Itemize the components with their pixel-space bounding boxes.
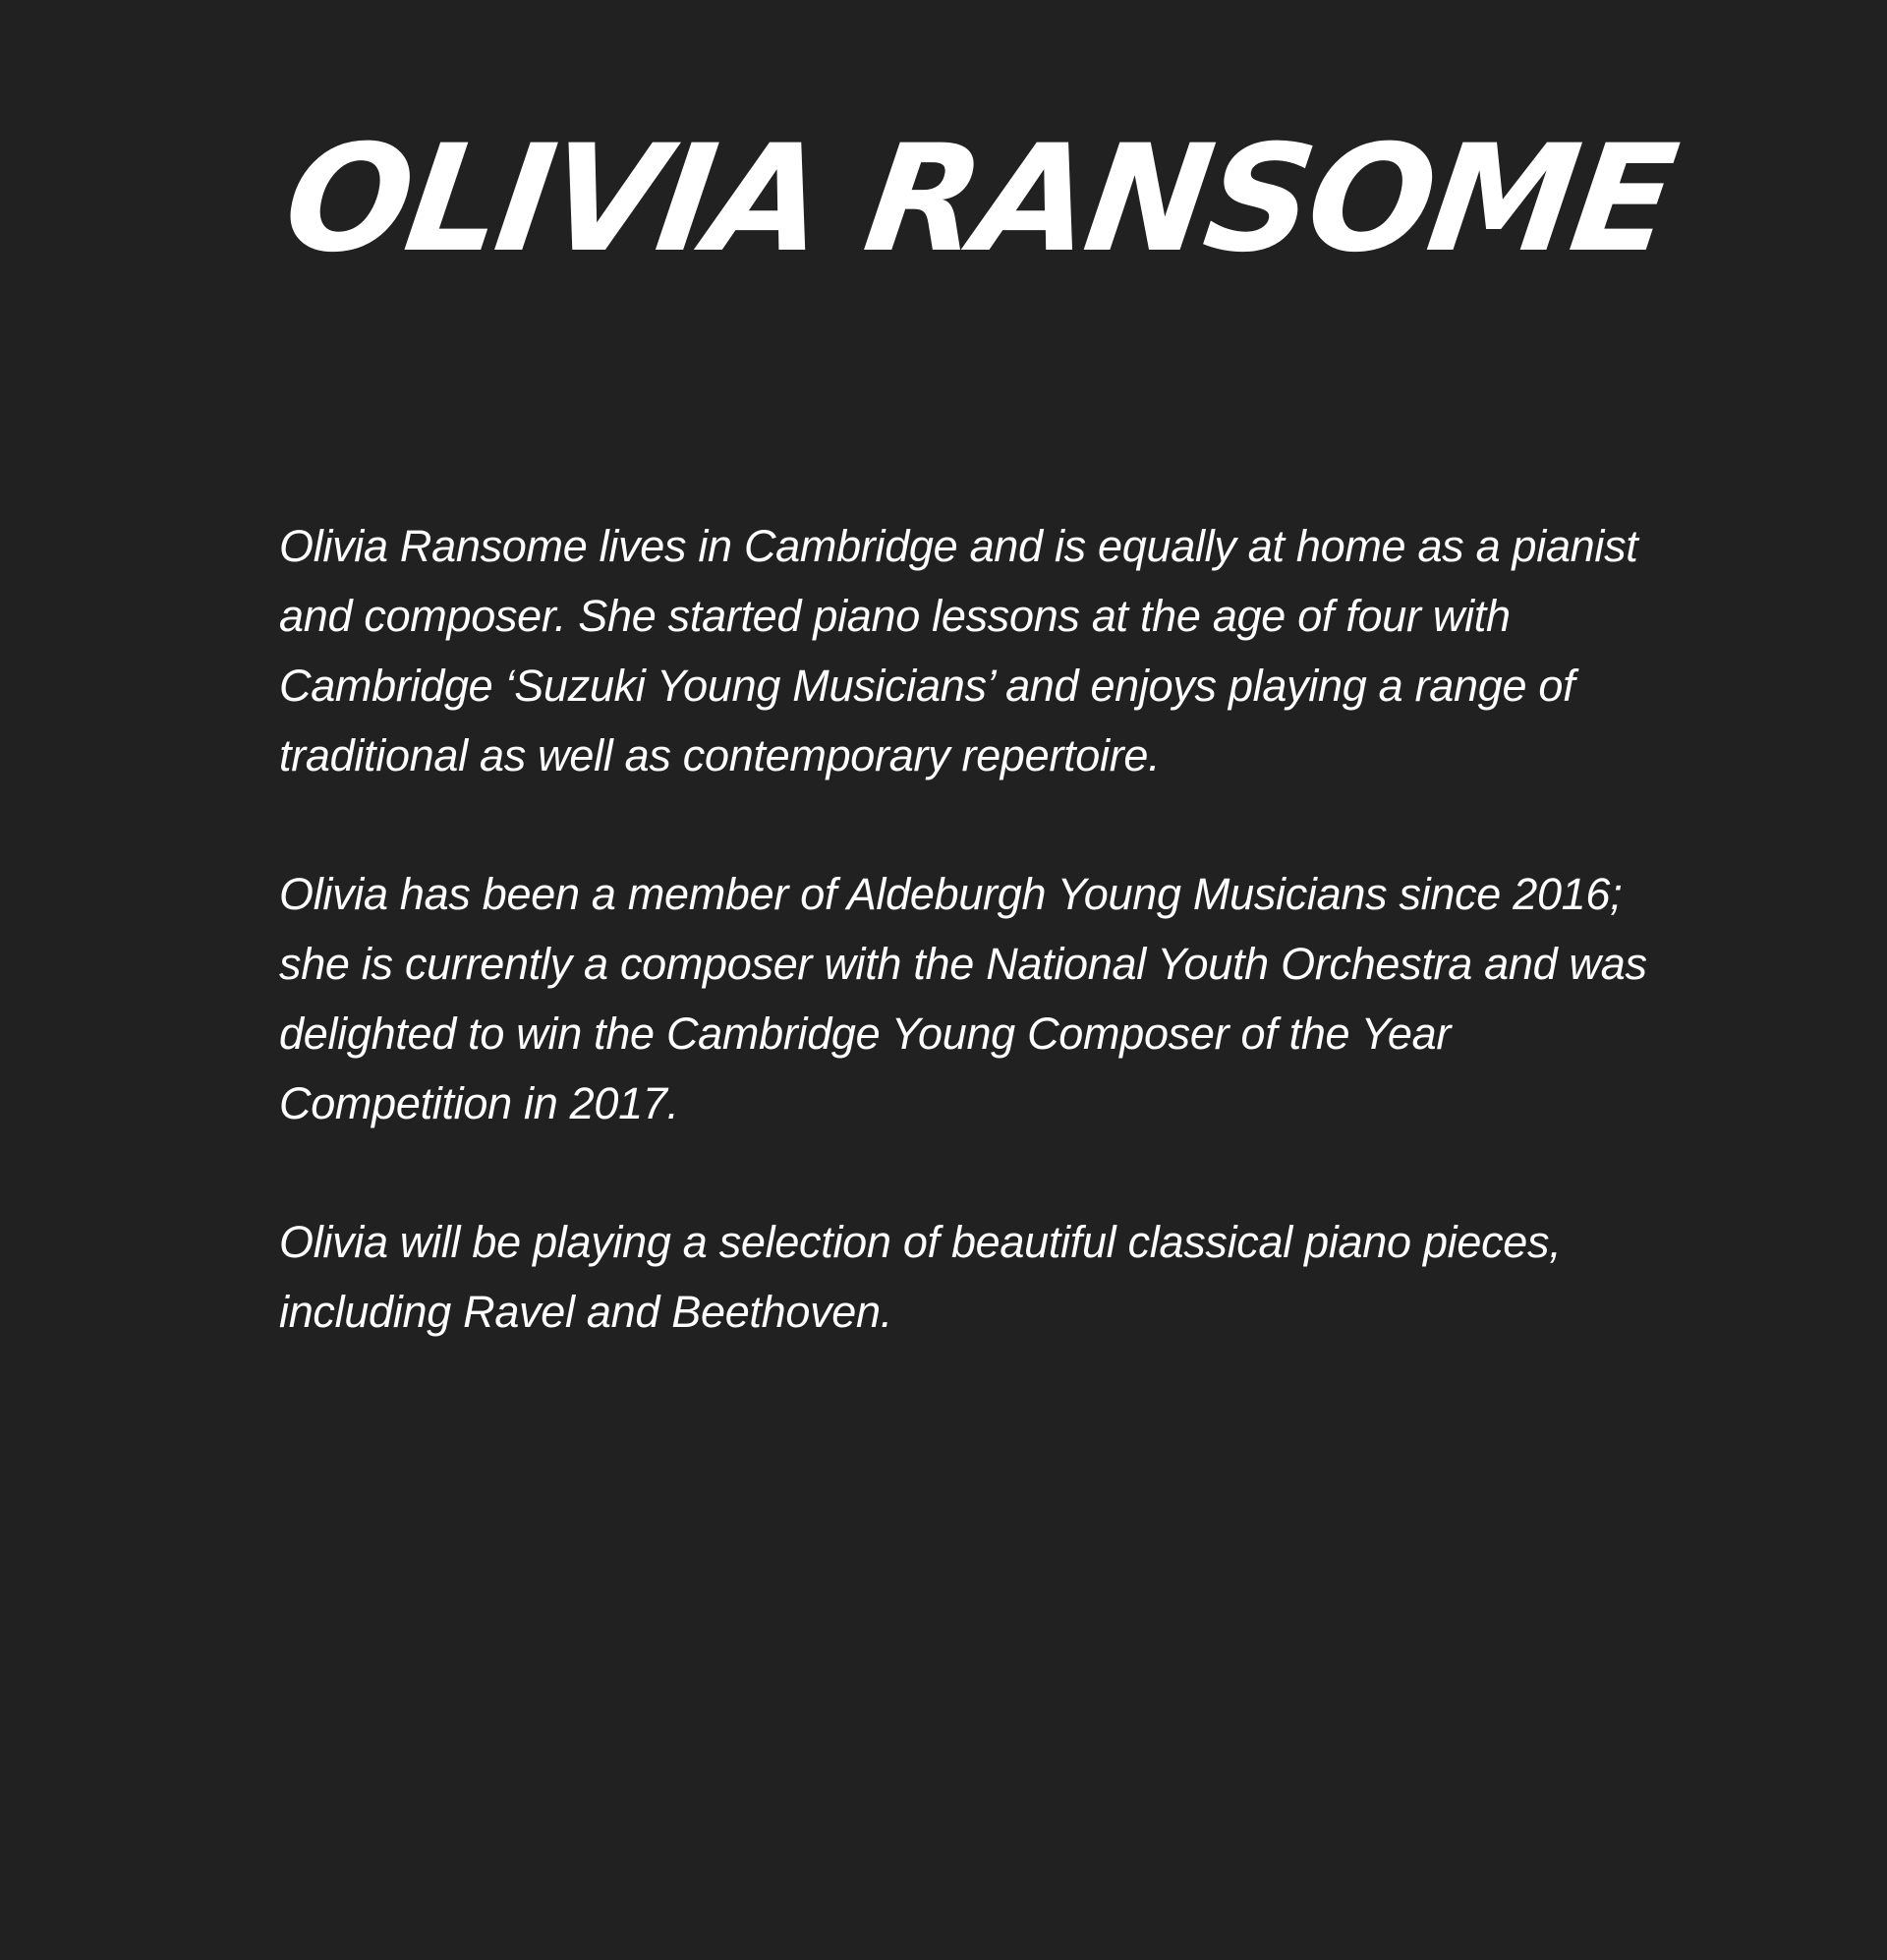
bio-paragraph: Olivia will be playing a selection of beautiful classical piano pieces, including Ravel and Beethoven.	[279, 1217, 1562, 1337]
bio-paragraph: Olivia Ransome lives in Cambridge and is equally at home as a pianist and composer. She started piano lessons at the age of four with Cambridge ‘Suzuki Young Musicians’ and enjoys playing a range of traditional as well as contemporary repertoire.	[279, 521, 1638, 780]
bio-section	[279, 511, 1655, 1347]
bio-paragraph: Olivia has been a member of Aldeburgh Young Musicians since 2016; she is currently a composer with the National Youth Orchestra and was delighted to win the Cambridge Young Composer of the Year Competition in 2017.	[279, 869, 1647, 1128]
page-title: OLIVIA RANSOME	[274, 114, 1683, 285]
